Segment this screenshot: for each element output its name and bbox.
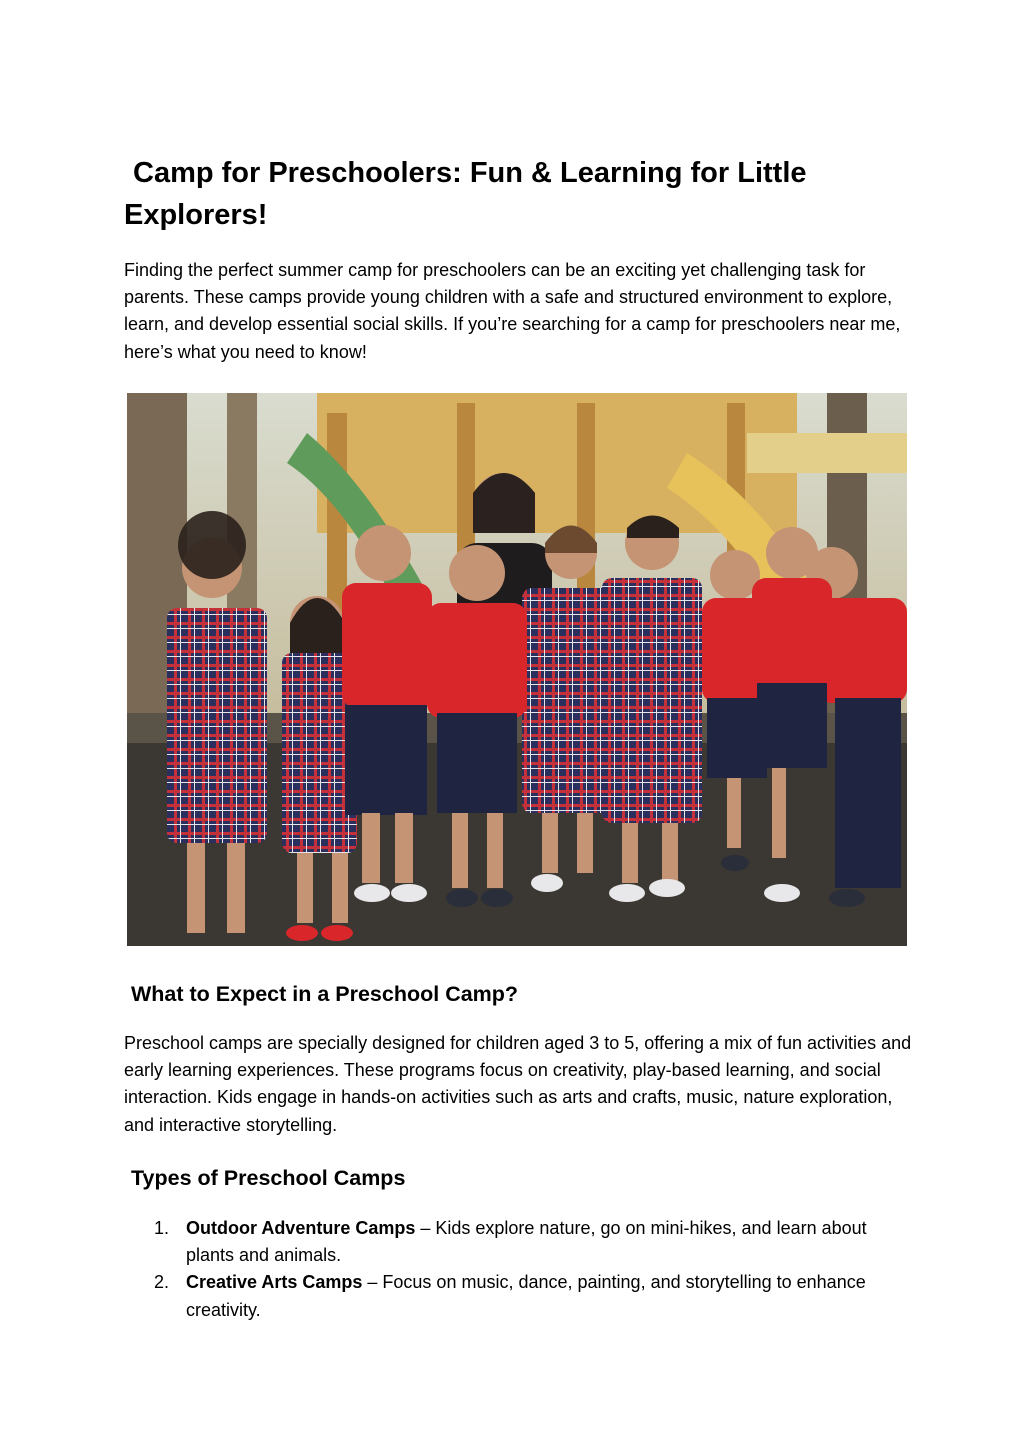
expect-paragraph: Preschool camps are specially designed for children aged 3 to 5, offering a mix of fun activities and early learning experiences. These programs focus on creativity, play-based learning, and social interaction. Kids engage in hands-on activities such as arts and crafts, music, nature exploration, and interactive storytelling. (124, 1033, 912, 1135)
group-photo-icon (127, 393, 907, 946)
list-item (154, 1215, 906, 1269)
article-title: Camp for Preschoolers: Fun & Learning for Little Explorers! (124, 157, 807, 231)
list-term: Outdoor Adventure Camps (186, 1218, 416, 1238)
list-number: 2. (154, 1272, 170, 1293)
list-text: – Focus on music, dance, painting, and storytelling to enhance creativity. (186, 1272, 866, 1320)
section-heading-types: Types of Preschool Camps (131, 1166, 406, 1190)
camp-types-list (154, 1215, 906, 1324)
list-text: – Kids explore nature, go on mini-hikes, and learn about plants and animals. (186, 1218, 867, 1266)
list-term: Creative Arts Camps (186, 1272, 363, 1293)
group-photo (127, 393, 907, 946)
list-number: 1. (154, 1218, 170, 1238)
intro-paragraph: Finding the perfect summer camp for preschoolers can be an exciting yet challenging task for parents. These camps provide young children with a safe and structured environment to explore, learn, and develop essential social skills. If you’re searching for a camp for preschoolers near me, here’s what you need to know! (124, 260, 901, 362)
list-item (154, 1269, 906, 1323)
section-heading-expect: What to Expect in a Preschool Camp? (131, 982, 519, 1006)
